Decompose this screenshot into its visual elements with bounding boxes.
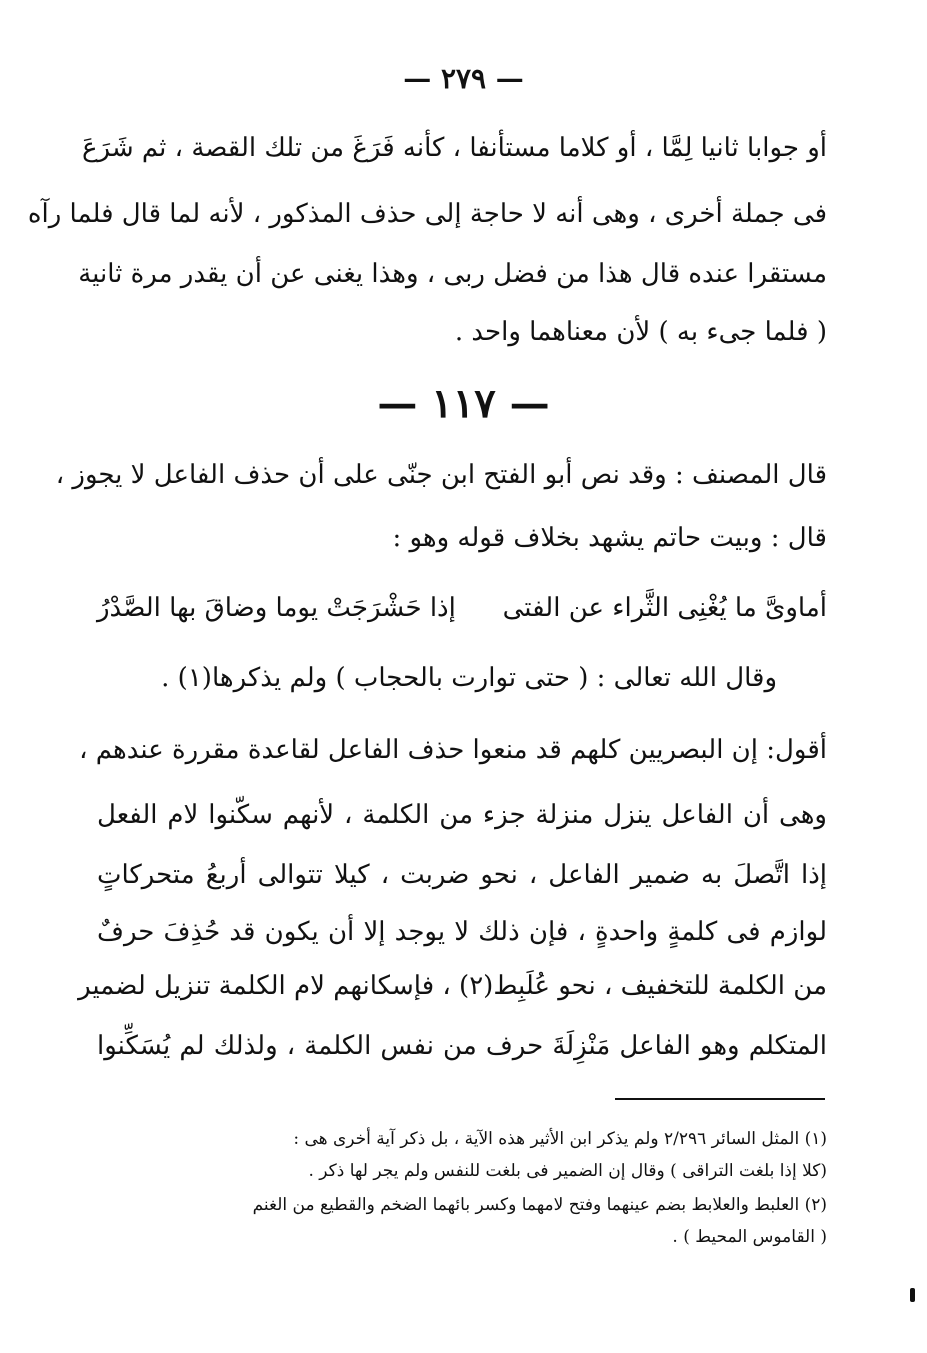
footnote-line: ( القاموس المحيط ) . <box>672 1227 827 1247</box>
footnote-line: (كلا إذا بلغت التراقى ) وقال إن الضمير فى بلغت للنفس ولم يجر لها ذكر . <box>308 1161 827 1181</box>
paragraph-line: من الكلمة للتخفيف ، نحو عُلَبِط(٢) ، فإسكانهم لام الكلمة تنزيل لضمير <box>78 971 827 1001</box>
section-number: — ١١٧ — <box>377 380 550 427</box>
paragraph-line: إذا اتَّصلَ به ضمير الفاعل ، نحو ضربت ، كيلا تتوالى أربعُ متحركاتٍ <box>97 860 827 890</box>
margin-mark <box>910 1288 915 1302</box>
page-number: — ٢٧٩ — <box>403 62 524 95</box>
paragraph-line: أو جوابا ثانيا لِمَّا ، أو كلاما مستأنفا ، كأنه فَرَغَ من تلك القصة ، ثم شَرَعَ <box>81 133 827 163</box>
paragraph-line: ( فلما جىء به ) لأن معناهما واحد . <box>454 317 827 347</box>
paragraph-line: أقول: إن البصريين كلهم قد منعوا حذف الفاعل لقاعدة مقررة عندهم ، <box>79 735 827 765</box>
paragraph-line: المتكلم وهو الفاعل مَنْزِلَةَ حرف من نفس الكلمة ، ولذلك لم يُسَكِّنوا <box>97 1031 827 1061</box>
paragraph-line: فى جملة أخرى ، وهى أنه لا حاجة إلى حذف المذكور ، لأنه لما قال فلما رآه <box>27 199 827 229</box>
footnote-line: (١) المثل السائر ٢/٢٩٦ ولم يذكر ابن الأثير هذه الآية ، بل ذكر آية أخرى هى : <box>293 1129 827 1149</box>
quran-citation-line: وقال الله تعالى : ( حتى توارت بالحجاب ) ولم يذكرها(١) . <box>161 663 777 693</box>
author-line: قال المصنف : وقد نص أبو الفتح ابن جنّى على أن حذف الفاعل لا يجوز ، <box>55 460 827 490</box>
verse-hemistich-second: إذا حَشْرَجَتْ يوما وضاقَ بها الصَّدْرُ <box>97 593 456 623</box>
paragraph-line: وهى أن الفاعل ينزل منزلة جزء من الكلمة ، لأنهم سكّنوا لام الفعل <box>97 800 827 830</box>
footnote-separator <box>615 1098 825 1100</box>
footnote-line: (٢) العلبط والعلابط بضم عينهما وفتح لامهما وكسر بائهما الضخم والقطيع من الغنم <box>252 1195 827 1215</box>
paragraph-line: لوازم فى كلمةٍ واحدةٍ ، فإن ذلك لا يوجد إلا أن يكون قد حُذِفَ حرفٌ <box>97 917 827 947</box>
verse-hemistich-first: أماوىَّ ما يُغْنِى الثَّراء عن الفتى <box>502 593 827 623</box>
author-line: قال : وبيت حاتم يشهد بخلاف قوله وهو : <box>392 523 827 553</box>
poetry-verse <box>97 586 827 630</box>
paragraph-line: مستقرا عنده قال هذا من فضل ربى ، وهذا يغنى عن أن يقدر مرة ثانية <box>78 259 827 289</box>
